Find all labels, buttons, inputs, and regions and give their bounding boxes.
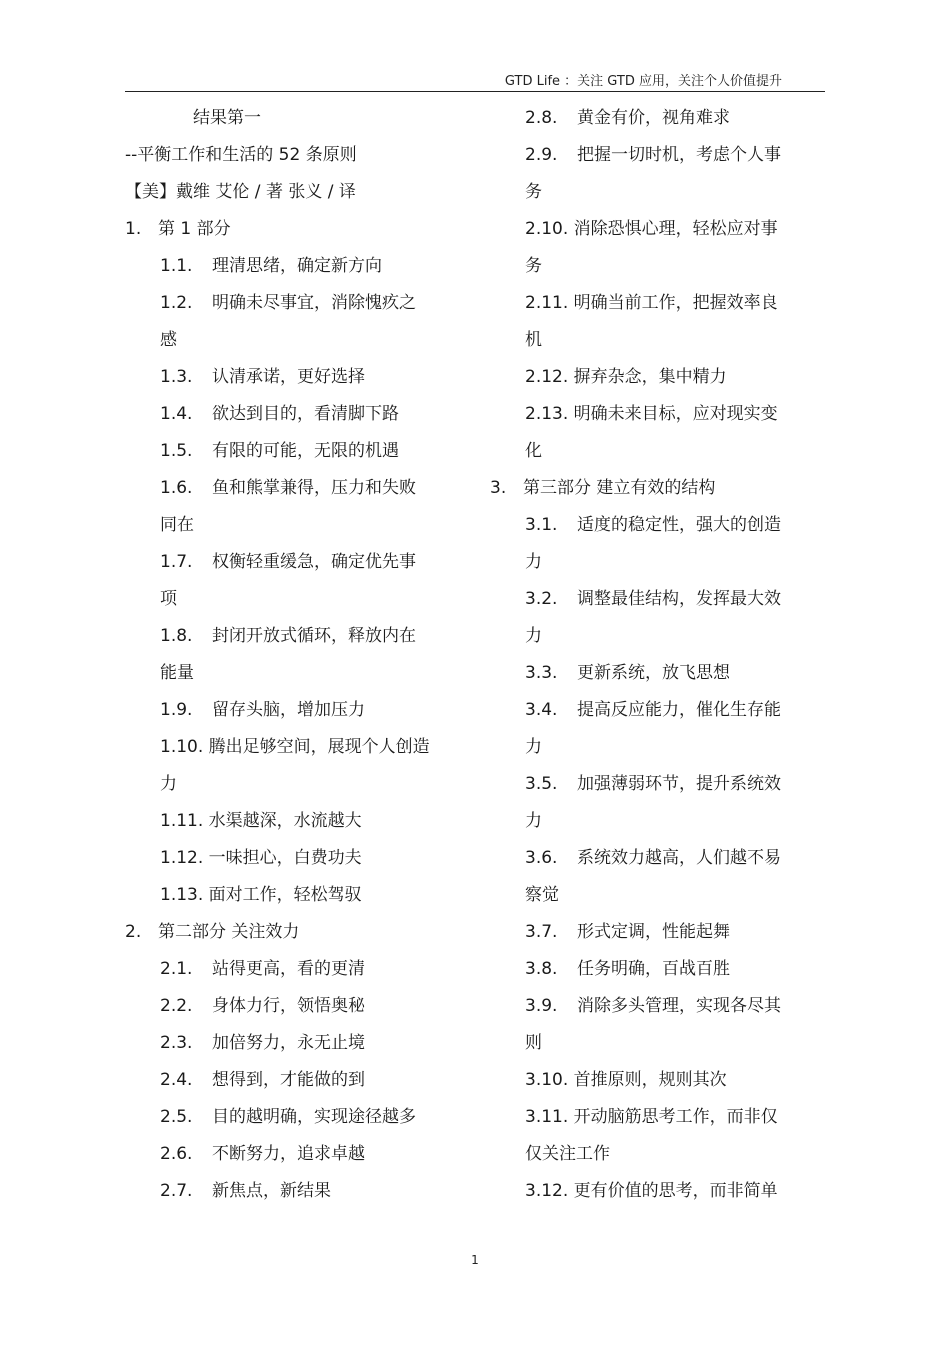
toc-entry-number: 2.	[125, 922, 142, 942]
toc-entry-text: 则	[525, 1033, 542, 1053]
toc-line	[125, 729, 455, 766]
toc-entry-text: 想得到，才能做的到	[212, 1070, 365, 1090]
toc-entry	[125, 1173, 455, 1210]
toc-entry-text: 能量	[160, 663, 194, 683]
toc-entry	[125, 285, 455, 322]
toc-line	[490, 359, 820, 396]
toc-entry-text: 目的越明确，实现途径越多	[212, 1107, 416, 1127]
toc-entry-text: 认清承诺，更好选择	[212, 367, 365, 387]
toc-entry-text: 第三部分 建立有效的结构	[523, 478, 716, 498]
toc-entry	[125, 618, 455, 655]
toc-line	[125, 137, 455, 174]
toc-entry-text: 有限的可能，无限的机遇	[212, 441, 399, 461]
toc-entry-number: 3.6.	[525, 848, 558, 868]
toc-entry	[125, 433, 455, 470]
toc-entry-text: 加倍努力，永无止境	[212, 1033, 365, 1053]
toc-entry-number: 2.8.	[525, 108, 558, 128]
right-column	[490, 100, 820, 1210]
toc-entry-text: 【美】戴维 艾伦 / 著 张义 / 译	[125, 182, 356, 202]
toc-entry-text: 力	[525, 811, 542, 831]
toc-entry-text: 第二部分 关注效力	[158, 922, 300, 942]
page-number: 1	[471, 1253, 479, 1267]
toc-line	[490, 248, 820, 285]
toc-entry-text: 1.12. 一味担心，白费功夫	[160, 848, 362, 868]
toc-entry-text: 更新系统，放飞思想	[577, 663, 730, 683]
toc-entry-text: 2.11. 明确当前工作，把握效率良	[525, 293, 778, 313]
toc-entry-text: 不断努力，追求卓越	[212, 1144, 365, 1164]
toc-line	[125, 174, 455, 211]
toc-entry-number: 3.5.	[525, 774, 558, 794]
toc-entry	[125, 544, 455, 581]
toc-entry	[490, 914, 820, 951]
toc-entry	[125, 211, 455, 248]
toc-entry-number: 3.8.	[525, 959, 558, 979]
toc-line	[490, 396, 820, 433]
toc-entry-text: 仅关注工作	[525, 1144, 610, 1164]
toc-entry	[490, 766, 820, 803]
toc-entry-text: 感	[160, 330, 177, 350]
toc-entry-number: 3.	[490, 478, 507, 498]
toc-line	[490, 211, 820, 248]
toc-entry-text: 封闭开放式循环，释放内在	[212, 626, 416, 646]
toc-entry	[125, 359, 455, 396]
toc-entry-number: 2.9.	[525, 145, 558, 165]
toc-line	[490, 729, 820, 766]
toc-entry-text: 新焦点，新结果	[212, 1181, 331, 1201]
toc-entry	[490, 507, 820, 544]
toc-entry-text: 务	[525, 182, 542, 202]
toc-entry-text: 力	[525, 552, 542, 572]
toc-entry-text: 务	[525, 256, 542, 276]
toc-entry-text: 结果第一	[193, 108, 261, 128]
toc-entry-text: 力	[525, 626, 542, 646]
toc-entry-number: 1.6.	[160, 478, 193, 498]
toc-entry	[125, 988, 455, 1025]
toc-entry-text: 系统效力越高，人们越不易	[577, 848, 781, 868]
toc-line	[125, 877, 455, 914]
toc-entry-number: 3.1.	[525, 515, 558, 535]
toc-entry-number: 1.4.	[160, 404, 193, 424]
toc-entry-text: 把握一切时机，考虑个人事	[577, 145, 781, 165]
toc-entry-text: 1.13. 面对工作，轻松驾驭	[160, 885, 362, 905]
toc-entry-text: 身体力行，领悟奥秘	[212, 996, 365, 1016]
toc-entry-number: 2.3.	[160, 1033, 193, 1053]
toc-entry-number: 2.5.	[160, 1107, 193, 1127]
toc-entry-number: 1.9.	[160, 700, 193, 720]
toc-line	[490, 1136, 820, 1173]
toc-entry-text: 2.13. 明确未来目标，应对现实变	[525, 404, 778, 424]
toc-entry-text: 消除多头管理，实现各尽其	[577, 996, 781, 1016]
toc-entry	[125, 1136, 455, 1173]
toc-line	[490, 877, 820, 914]
toc-entry-text: 项	[160, 589, 177, 609]
toc-entry	[125, 951, 455, 988]
toc-entry-number: 1.7.	[160, 552, 193, 572]
header-rule	[125, 91, 825, 92]
toc-entry-text: --平衡工作和生活的 52 条原则	[125, 145, 357, 165]
toc-entry-number: 1.5.	[160, 441, 193, 461]
left-column	[125, 100, 455, 1210]
toc-line	[125, 803, 455, 840]
toc-entry-text: 察觉	[525, 885, 559, 905]
toc-entry-text: 2.10. 消除恐惧心理，轻松应对事	[525, 219, 778, 239]
toc-entry	[125, 692, 455, 729]
toc-entry	[490, 100, 820, 137]
toc-entry-text: 站得更高，看的更清	[212, 959, 365, 979]
toc-line	[125, 100, 455, 137]
toc-entry-number: 3.7.	[525, 922, 558, 942]
toc-entry	[490, 470, 820, 507]
toc-line	[490, 322, 820, 359]
toc-line	[125, 322, 455, 359]
toc-entry-text: 同在	[160, 515, 194, 535]
toc-entry-text: 鱼和熊掌兼得，压力和失败	[212, 478, 416, 498]
toc-entry-text: 力	[525, 737, 542, 757]
toc-entry-number: 1.8.	[160, 626, 193, 646]
toc-line	[490, 174, 820, 211]
toc-entry-text: 1.10. 腾出足够空间，展现个人创造	[160, 737, 430, 757]
toc-entry-text: 3.11. 开动脑筋思考工作，而非仅	[525, 1107, 778, 1127]
toc-entry-text: 2.12. 摒弃杂念，集中精力	[525, 367, 727, 387]
toc-entry-text: 任务明确，百战百胜	[577, 959, 730, 979]
toc-entry-text: 形式定调，性能起舞	[577, 922, 730, 942]
toc-line	[125, 507, 455, 544]
toc-entry	[125, 914, 455, 951]
toc-entry-text: 3.10. 首推原则，规则其次	[525, 1070, 727, 1090]
toc-line	[490, 803, 820, 840]
toc-entry-number: 1.3.	[160, 367, 193, 387]
toc-entry-number: 2.2.	[160, 996, 193, 1016]
toc-entry-text: 加强薄弱环节，提升系统效	[577, 774, 781, 794]
toc-entry-number: 2.4.	[160, 1070, 193, 1090]
toc-entry	[125, 396, 455, 433]
toc-entry-text: 1.11. 水渠越深，水流越大	[160, 811, 362, 831]
toc-entry-text: 黄金有价，视角难求	[577, 108, 730, 128]
running-header: GTD Life ：关注 GTD 应用，关注个人价值提升	[504, 74, 782, 89]
toc-entry	[490, 988, 820, 1025]
toc-entry-number: 1.	[125, 219, 142, 239]
toc-line	[125, 581, 455, 618]
toc-entry-number: 1.2.	[160, 293, 193, 313]
toc-line	[490, 1173, 820, 1210]
toc-entry-text: 第 1 部分	[158, 219, 231, 239]
toc-entry-number: 2.6.	[160, 1144, 193, 1164]
toc-entry-text: 机	[525, 330, 542, 350]
toc-line	[125, 655, 455, 692]
toc-entry	[490, 951, 820, 988]
toc-entry-text: 化	[525, 441, 542, 461]
toc-line	[490, 433, 820, 470]
toc-entry	[490, 655, 820, 692]
toc-line	[125, 766, 455, 803]
toc-entry	[490, 137, 820, 174]
toc-entry	[490, 581, 820, 618]
toc-entry	[125, 1025, 455, 1062]
toc-entry-number: 2.7.	[160, 1181, 193, 1201]
toc-entry-number: 3.9.	[525, 996, 558, 1016]
toc-entry	[490, 692, 820, 729]
toc-entry	[490, 840, 820, 877]
toc-entry	[125, 1062, 455, 1099]
toc-entry-number: 3.2.	[525, 589, 558, 609]
toc-entry	[125, 248, 455, 285]
toc-entry-number: 3.3.	[525, 663, 558, 683]
toc-entry-text: 提高反应能力，催化生存能	[577, 700, 781, 720]
toc-line	[490, 544, 820, 581]
toc-line	[490, 1099, 820, 1136]
toc-entry-text: 适度的稳定性，强大的创造	[577, 515, 781, 535]
toc-line	[490, 1025, 820, 1062]
toc-entry-text: 欲达到目的，看清脚下路	[212, 404, 399, 424]
toc-entry-text: 权衡轻重缓急，确定优先事	[212, 552, 416, 572]
toc-entry-text: 留存头脑，增加压力	[212, 700, 365, 720]
toc-entry-number: 3.4.	[525, 700, 558, 720]
toc-entry	[125, 1099, 455, 1136]
toc-entry-text: 理清思绪，确定新方向	[212, 256, 382, 276]
toc-entry-text: 明确未尽事宜，消除愧疚之	[212, 293, 416, 313]
toc-entry-text: 3.12. 更有价值的思考，而非简单	[525, 1181, 778, 1201]
toc-entry	[125, 470, 455, 507]
toc-line	[490, 1062, 820, 1099]
toc-line	[490, 285, 820, 322]
toc-line	[490, 618, 820, 655]
toc-entry-text: 力	[160, 774, 177, 794]
toc-entry-number: 1.1.	[160, 256, 193, 276]
toc-entry-text: 调整最佳结构，发挥最大效	[577, 589, 781, 609]
toc-line	[125, 840, 455, 877]
toc-entry-number: 2.1.	[160, 959, 193, 979]
